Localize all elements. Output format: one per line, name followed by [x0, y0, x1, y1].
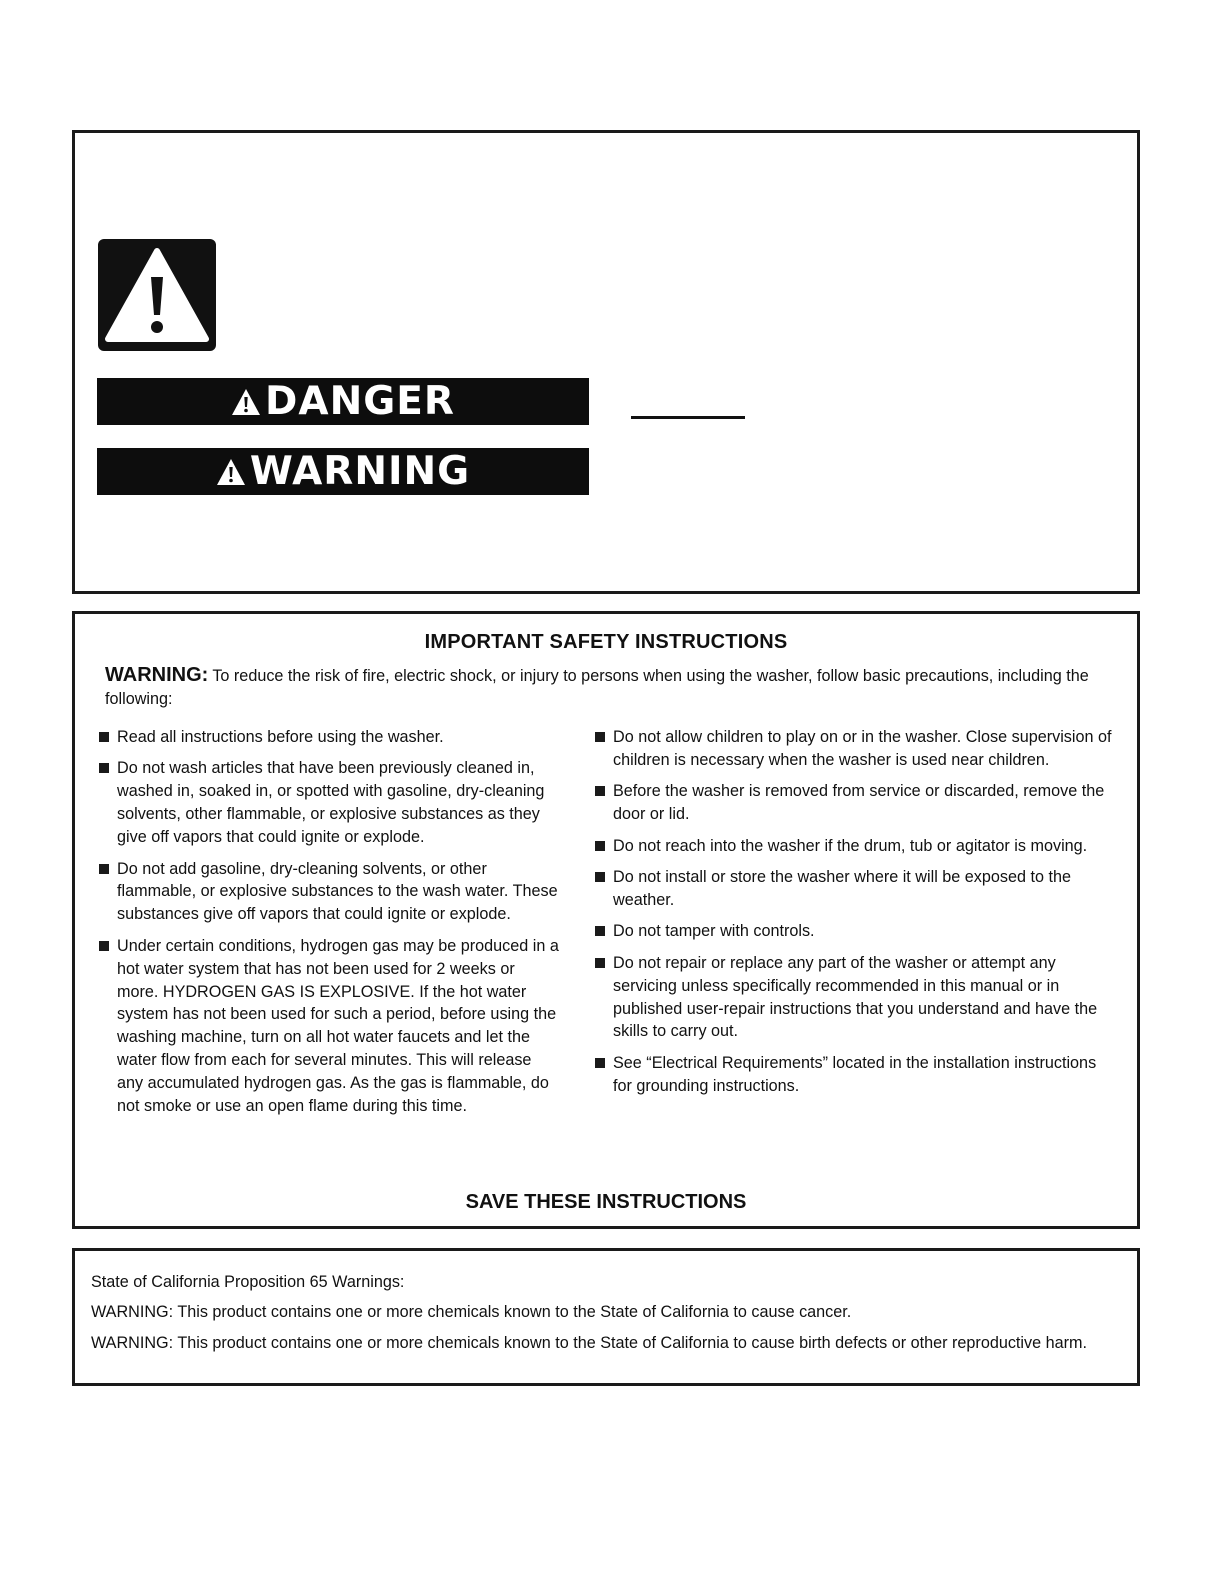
square-bullet-icon — [595, 926, 605, 936]
list-item: Do not add gasoline, dry-cleaning solvents, or other flammable, or explosive substances to the wash water. These substances give off vapors that could ignite or explode. — [99, 858, 559, 927]
list-item: Do not reach into the washer if the drum, tub or agitator is moving. — [595, 835, 1115, 858]
underline-rule — [631, 416, 745, 419]
list-item: Do not allow children to play on or in the washer. Close supervision of children is necessary when the washer is used near children. — [595, 726, 1115, 772]
danger-signal-bar — [97, 378, 589, 425]
safety-intro — [105, 664, 1105, 711]
prop65-cancer-warning: WARNING: This product contains one or more chemicals known to the State of California to cause cancer. — [91, 1303, 852, 1321]
prop65-heading: State of California Proposition 65 Warnings: — [91, 1273, 405, 1291]
square-bullet-icon — [595, 841, 605, 851]
square-bullet-icon — [595, 1058, 605, 1068]
intro-warning-word: WARNING: — [105, 664, 209, 686]
safety-alert-small-icon — [231, 387, 261, 417]
safety-title: IMPORTANT SAFETY INSTRUCTIONS — [424, 631, 788, 653]
instructions-left-column — [99, 726, 559, 1127]
save-instructions-title: SAVE THESE INSTRUCTIONS — [465, 1191, 747, 1213]
square-bullet-icon — [99, 941, 109, 951]
list-item: Under certain conditions, hydrogen gas may be produced in a hot water system that has not been used for 2 weeks or more. HYDROGEN GAS IS EXPLOSIVE. If the hot water system has not been used for such a period, before using the washing machine, turn on all hot water faucets and let the water flow from each for several minutes. This will release any accumulated hydrogen gas. As the gas is flammable, do not smoke or use an open flame during this time. — [99, 935, 559, 1118]
danger-label: DANGER — [265, 379, 455, 424]
warning-signal-bar — [97, 448, 589, 495]
list-item: See “Electrical Requirements” located in the installation instructions for grounding instructions. — [595, 1052, 1115, 1098]
prop65-birth-defect-warning: WARNING: This product contains one or more chemicals known to the State of California to cause birth defects or other reproductive harm. — [91, 1334, 1087, 1352]
list-item: Do not repair or replace any part of the washer or attempt any servicing unless specifically recommended in this manual or in published user-repair instructions that you understand and have the skills to carry out. — [595, 952, 1115, 1044]
safety-instructions-box — [72, 611, 1140, 1229]
list-item: Read all instructions before using the washer. — [99, 726, 559, 749]
intro-text: To reduce the risk of fire, electric shock, or injury to persons when using the washer, follow basic precautions, including the following: — [105, 667, 1089, 708]
square-bullet-icon — [595, 958, 605, 968]
safety-symbols-box — [72, 130, 1140, 594]
list-item: Do not install or store the washer where it will be exposed to the weather. — [595, 866, 1115, 912]
square-bullet-icon — [595, 872, 605, 882]
instructions-right-column — [595, 726, 1115, 1106]
safety-alert-small-icon — [216, 457, 246, 487]
prop65-box — [72, 1248, 1140, 1386]
square-bullet-icon — [99, 864, 109, 874]
square-bullet-icon — [99, 732, 109, 742]
square-bullet-icon — [595, 786, 605, 796]
square-bullet-icon — [99, 763, 109, 773]
list-item: Do not wash articles that have been previously cleaned in, washed in, soaked in, or spotted with gasoline, dry-cleaning solvents, other flammable, or explosive substances as they give off vapors that could ignite or explode. — [99, 757, 559, 849]
warning-label: WARNING — [249, 449, 471, 494]
list-item: Before the washer is removed from service or discarded, remove the door or lid. — [595, 780, 1115, 826]
list-item: Do not tamper with controls. — [595, 920, 1115, 943]
safety-alert-triangle-icon — [98, 239, 216, 351]
square-bullet-icon — [595, 732, 605, 742]
